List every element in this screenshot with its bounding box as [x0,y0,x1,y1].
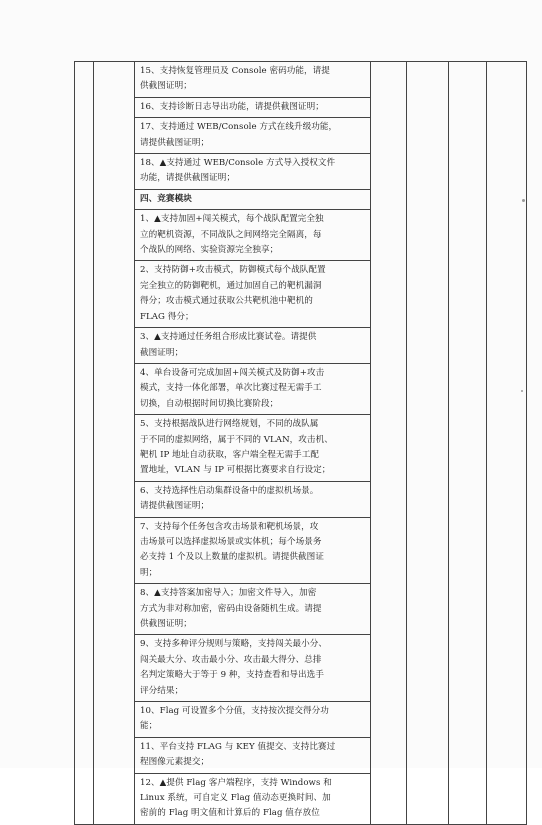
requirement-text-line: 模式，支持一体化部署，单次比赛过程无需手工 [140,383,322,394]
requirement-text-line: 得分；攻击模式通过获取公共靶机池中靶机的 [140,296,313,307]
requirement-text-line: 1、▲支持加固+闯关模式，每个战队配置完全独 [140,214,324,225]
requirement-text-line: 11、平台支持 FLAG 与 KEY 值提交、支持比赛过 [140,741,336,752]
table-row [75,62,527,825]
requirement-text-line: 4、单台设备可完成加固+闯关模式及防御+攻击 [140,367,325,378]
requirement-text-line: 供截图证明； [140,619,192,629]
blank-column-cell [487,62,527,825]
requirement-text-line: FLAG 得分； [140,311,194,322]
requirement-item [135,364,370,415]
requirement-text-line: 请提供截图证明； [140,137,210,148]
requirement-item [135,415,370,482]
requirement-item [135,328,370,364]
requirement-text-line: 5、支持根据战队进行网络规划，不同的战队属 [140,419,319,430]
requirement-text-line: 供截图证明； [140,81,192,92]
requirement-text-line: 评分结果； [140,685,184,696]
item-name-column-cell [94,62,135,825]
index-column-cell [75,62,94,825]
requirement-text-line: 四、竞赛模块 [140,193,192,204]
requirement-text-line: 名判定策略大于等于 9 种，支持查看和导出选手 [140,670,324,681]
requirement-text-line: 闯关最大分、攻击最小分、攻击最大得分、总排 [140,654,322,665]
specification-table [74,61,527,825]
requirement-text-line: 切换，自动根据时间切换比赛阶段； [140,398,279,409]
requirement-text-line: 靶机 IP 地址自动获取，客户端全程无需手工配 [140,449,320,460]
requirement-item [135,635,370,702]
requirement-text-line: 完全独立的防御靶机，通过加固自己的靶机漏洞 [140,280,322,291]
requirement-item [135,774,370,824]
requirement-text-line: 于不同的虚拟网络，属于不同的 VLAN，攻击机、 [140,434,333,445]
requirement-text-line: 密前的 Flag 明文值和计算后的 Flag 值存放位 [140,808,320,819]
requirement-text-line: 请提供截图证明； [140,501,210,512]
requirement-text-line: 8、▲支持答案加密导入；加密文件导入，加密 [140,588,317,599]
requirement-text-line: 方式为非对称加密，密码由设备随机生成。请提 [140,603,322,614]
blank-column-cell [449,62,487,825]
blank-column-cell [407,62,449,825]
requirement-text-line: 明； [140,567,158,578]
requirement-item [135,518,370,585]
blank-column-cell [371,62,407,825]
requirement-text-line: 能； [140,721,158,732]
margin-speck [521,390,523,392]
requirement-text-line: 必支持 1 个及以上数量的虚拟机。请提供截图证 [140,552,324,563]
margin-speck [522,199,525,202]
requirement-text-line: 个战队的网络、实验资源完全独享； [140,245,279,256]
requirement-text-line: 程图像元素提交； [140,757,210,768]
requirement-item [135,261,370,328]
requirement-text-line: 9、支持多种评分规则与策略，支持闯关最小分、 [140,639,328,650]
requirements-list [135,62,370,824]
section-heading [135,190,370,210]
requirement-item [135,210,370,261]
requirement-item [135,738,370,774]
requirement-text-line: 功能，请提供截图证明； [140,173,236,184]
requirement-text-line: 截图证明； [140,347,184,358]
requirement-text-line: 18、▲支持通过 WEB/Console 方式导入授权文件 [140,158,336,169]
requirement-text-line: 16、支持诊断日志导出功能，请提供截图证明； [140,101,324,112]
requirement-item [135,702,370,738]
requirement-text-line: 击场景可以选择虚拟场景或实体机；每个场景务 [140,536,322,547]
requirement-text-line: 12、▲提供 Flag 客户端程序，支持 Windows 和 [140,777,332,788]
requirement-text-line: 2、支持防御+攻击模式，防御模式每个战队配置 [140,265,326,276]
requirement-item [135,98,370,118]
requirement-item [135,62,370,98]
requirement-item [135,118,370,154]
requirement-text-line: 立的靶机资源，不同战队之间网络完全隔离，每 [140,229,322,240]
requirements-column-cell [135,62,371,825]
requirement-text-line: 7、支持每个任务包含攻击场景和靶机场景，攻 [140,521,319,532]
requirement-text-line: 6、支持选择性启动集群设备中的虚拟机场景。 [140,485,319,496]
requirement-text-line: 3、▲支持通过任务组合形成比赛试卷。请提供 [140,332,317,343]
requirement-text-line: 17、支持通过 WEB/Console 方式在线升级功能， [140,122,338,133]
requirement-text-line: 15、支持恢复管理员及 Console 密码功能，请提 [140,66,330,76]
requirement-text-line: Linux 系统，可自定义 Flag 值动态更换时间、加 [140,793,331,804]
requirement-item [135,154,370,190]
requirement-text-line: 10、Flag 可设置多个分值，支持按次提交得分功 [140,706,329,717]
requirement-item [135,584,370,635]
requirement-text-line: 置地址，VLAN 与 IP 可根据比赛要求自行设定； [140,465,331,476]
requirement-item [135,482,370,518]
